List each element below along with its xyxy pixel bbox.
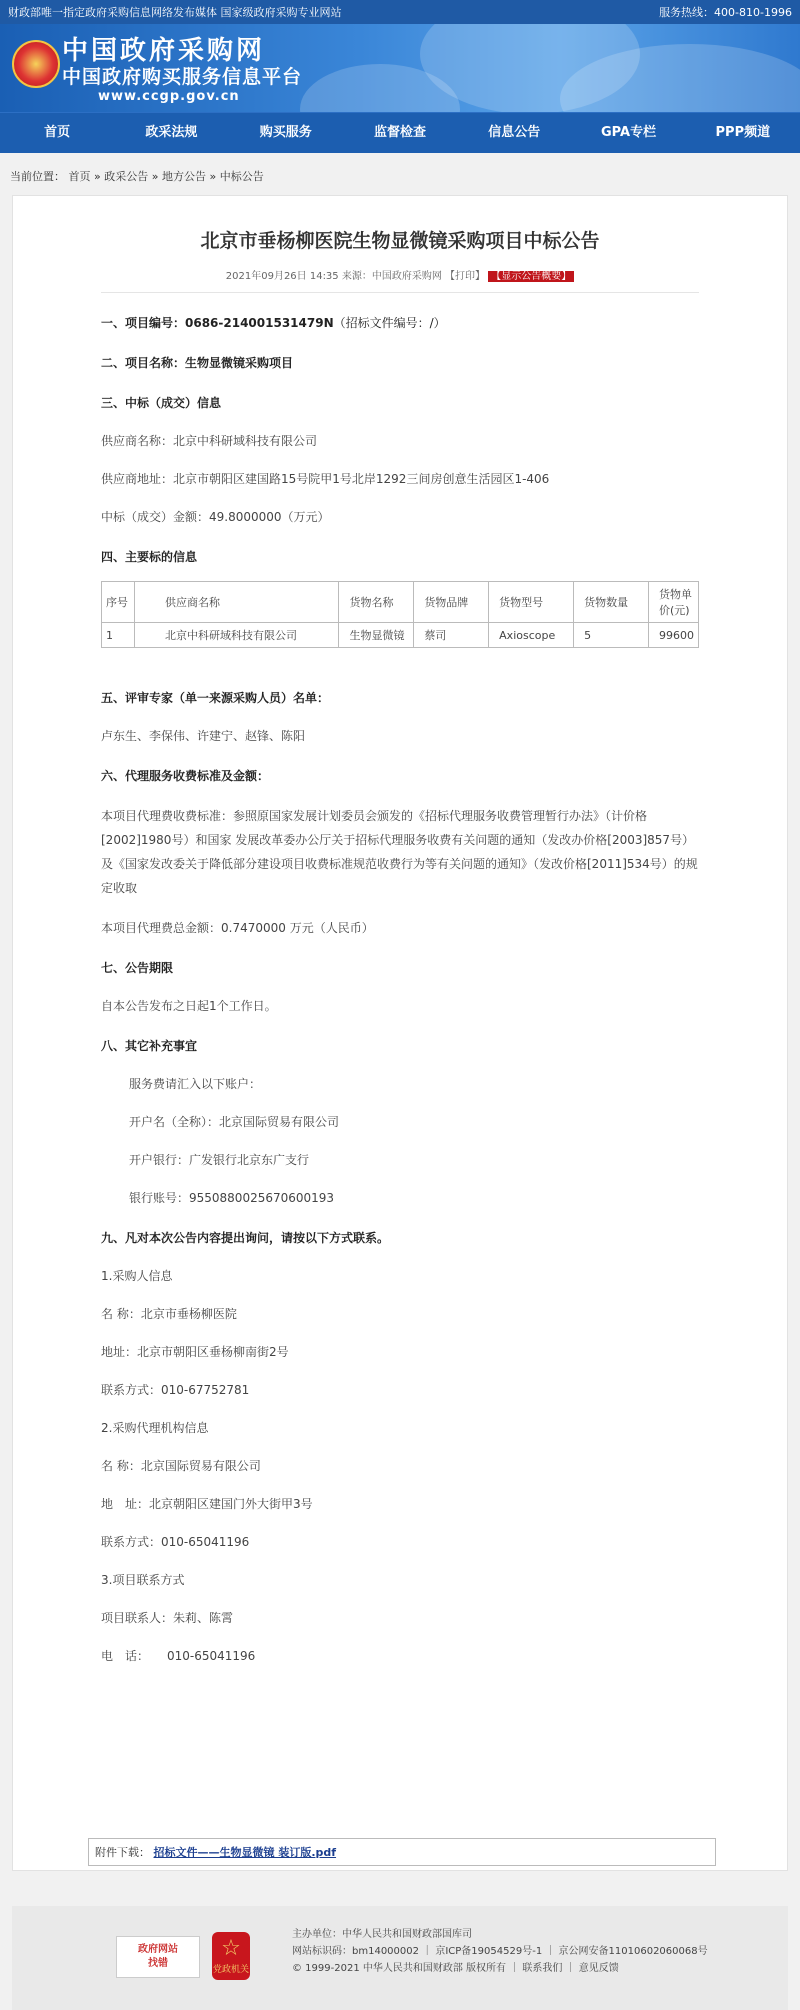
breadcrumb-sep: » bbox=[151, 170, 159, 183]
nav-gpa[interactable]: GPA专栏 bbox=[601, 125, 657, 140]
agency-phone: 联系方式：010-65041196 bbox=[101, 1535, 250, 1549]
items-table bbox=[101, 581, 699, 648]
section-experts: 五、评审专家（单一来源采购人员）名单： bbox=[101, 691, 330, 705]
purchaser-address: 地址：北京市朝阳区垂杨柳南街2号 bbox=[101, 1345, 289, 1359]
breadcrumb-home[interactable]: 首页 bbox=[68, 170, 91, 183]
logo-subtitle: 中国政府购买服务信息平台 bbox=[62, 66, 303, 88]
table-cell: Axioscope bbox=[489, 623, 574, 648]
purchaser-name: 名 称：北京市垂杨柳医院 bbox=[101, 1307, 237, 1321]
nav-home[interactable]: 首页 bbox=[44, 125, 71, 140]
main-nav bbox=[0, 112, 800, 153]
table-cell: 99600 bbox=[649, 623, 699, 648]
party-gov-org-badge[interactable]: ☆ 党政机关 bbox=[212, 1932, 250, 1980]
national-emblem-icon bbox=[12, 40, 60, 88]
section-project-name: 二、项目名称：生物显微镜采购项目 bbox=[101, 356, 294, 370]
supplier-address: 供应商地址：北京市朝阳区建国路15号院甲1号北岸1292三间房创意生活园区1-406 bbox=[101, 472, 550, 486]
footer-ids: 网站标识码：bm14000002 ｜ 京ICP备19054529号-1 ｜ 京公网安备11010602060068号 bbox=[292, 1946, 708, 1957]
announcement-period: 自本公告发布之日起1个工作日。 bbox=[101, 999, 277, 1013]
table-cell: 北京中科研域科技有限公司 bbox=[134, 623, 339, 648]
site-footer bbox=[12, 1906, 788, 2010]
nav-announcements[interactable]: 信息公告 bbox=[488, 125, 541, 140]
breadcrumb-sep: » bbox=[209, 170, 217, 183]
table-header: 序号 bbox=[102, 582, 135, 623]
supplier-name: 供应商名称：北京中科研域科技有限公司 bbox=[101, 434, 318, 448]
attachment-file-link[interactable]: 招标文件——生物显微镜 装订版.pdf bbox=[153, 1846, 337, 1859]
fee-total: 本项目代理费总金额：0.7470000 万元（人民币） bbox=[101, 921, 374, 935]
account-intro: 服务费请汇入以下账户： bbox=[129, 1077, 262, 1091]
table-cell: 5 bbox=[574, 623, 649, 648]
table-row bbox=[102, 623, 699, 648]
breadcrumb-sep: » bbox=[94, 170, 101, 183]
section-period: 七、公告期限 bbox=[101, 961, 174, 975]
top-bar bbox=[0, 0, 800, 24]
header-banner bbox=[0, 24, 800, 112]
table-header: 货物品牌 bbox=[414, 582, 489, 623]
account-bank: 开户银行：广发银行北京东广支行 bbox=[129, 1153, 310, 1167]
award-amount: 中标（成交）金额：49.8000000（万元） bbox=[101, 510, 330, 524]
table-header: 供应商名称 bbox=[134, 582, 339, 623]
table-header: 货物数量 bbox=[574, 582, 649, 623]
breadcrumb-prefix: 当前位置： bbox=[10, 170, 65, 183]
account-name: 开户名（全称）：北京国际贸易有限公司 bbox=[129, 1115, 340, 1129]
agency-name: 名 称：北京国际贸易有限公司 bbox=[101, 1459, 261, 1473]
top-bar-slogan: 财政部唯一指定政府采购信息网络发布媒体 国家级政府采购专业网站 bbox=[8, 6, 342, 19]
logo-title: 中国政府采购网 bbox=[62, 36, 266, 66]
table-cell: 蔡司 bbox=[414, 623, 489, 648]
agency-address: 地 址：北京朝阳区建国门外大街甲3号 bbox=[101, 1497, 313, 1511]
footer-copyright: © 1999-2021 中华人民共和国财政部 版权所有 ｜ 联系我们 ｜ 意见反馈 bbox=[292, 1963, 619, 1974]
show-summary-button[interactable]: 【显示公告概要】 bbox=[488, 271, 574, 282]
service-hotline: 服务热线：400-810-1996 bbox=[659, 6, 792, 19]
table-header: 货物单价(元) bbox=[649, 582, 699, 623]
table-cell: 1 bbox=[102, 623, 135, 648]
page-title: 北京市垂杨柳医院生物显微镜采购项目中标公告 bbox=[200, 230, 600, 252]
section-award-info: 三、中标（成交）信息 bbox=[101, 396, 222, 410]
attachment-box bbox=[88, 1838, 716, 1866]
breadcrumb-announcements[interactable]: 政采公告 bbox=[104, 170, 149, 183]
table-header: 货物型号 bbox=[489, 582, 574, 623]
logo-url: www.ccgp.gov.cn bbox=[98, 89, 240, 104]
project-contact-person: 项目联系人：朱莉、陈霄 bbox=[101, 1611, 234, 1625]
nav-supervision[interactable]: 监督检查 bbox=[373, 125, 426, 140]
breadcrumb-award[interactable]: 中标公告 bbox=[219, 170, 264, 183]
table-header: 货物名称 bbox=[339, 582, 414, 623]
nav-purchase-services[interactable]: 购买服务 bbox=[259, 125, 312, 140]
project-contact-heading: 3.项目联系方式 bbox=[101, 1573, 185, 1587]
footer-info bbox=[292, 1926, 708, 1977]
article-body bbox=[101, 313, 699, 1666]
project-contact-phone: 电 话： 010-65041196 bbox=[101, 1649, 256, 1663]
article-container bbox=[12, 195, 788, 1871]
site-logo[interactable] bbox=[62, 36, 302, 106]
nav-ppp[interactable]: PPP频道 bbox=[715, 125, 771, 140]
section-project-number: 一、项目编号：0686-214001531479N（招标文件编号：/） bbox=[101, 316, 446, 330]
agency-heading: 2.采购代理机构信息 bbox=[101, 1421, 209, 1435]
purchaser-heading: 1.采购人信息 bbox=[101, 1269, 173, 1283]
attachment-label: 附件下载： bbox=[95, 1846, 150, 1859]
section-supplementary: 八、其它补充事宜 bbox=[101, 1039, 198, 1053]
account-number: 银行账号：9550880025670600193 bbox=[129, 1191, 335, 1205]
gov-site-error-report-badge[interactable]: 政府网站 找错 bbox=[116, 1936, 200, 1978]
nav-regulations[interactable]: 政采法规 bbox=[145, 125, 198, 140]
table-header-row bbox=[102, 582, 699, 623]
article-source: 来源：中国政府采购网 bbox=[341, 271, 442, 282]
section-contact: 九、凡对本次公告内容提出询问，请按以下方式联系。 bbox=[101, 1231, 390, 1245]
print-link[interactable]: 【打印】 bbox=[445, 271, 486, 282]
footer-host: 主办单位：中华人民共和国财政部国库司 bbox=[292, 1929, 472, 1940]
purchaser-phone: 联系方式：010-67752781 bbox=[101, 1383, 250, 1397]
fee-standard: 本项目代理费收费标准：参照原国家发展计划委员会颁发的《招标代理服务收费管理暂行办法》（计价格[2002]1980号）和国家 发展改革委办公厅关于招标代理服务收费有关问题的通知（发改办价格[2003]857号）及《国家发改委关于降低部分建设项目收费标准规范收费行为等有关问题的通知》（发改价格[2011]534号）的规定收取 bbox=[101, 809, 698, 895]
star-icon: ☆ bbox=[221, 1936, 241, 1961]
breadcrumb-local[interactable]: 地方公告 bbox=[161, 170, 206, 183]
experts-list: 卢东生、李保伟、许建宁、赵锋、陈阳 bbox=[101, 729, 306, 743]
article-meta bbox=[101, 267, 699, 293]
section-fees: 六、代理服务收费标准及金额： bbox=[101, 769, 270, 783]
table-cell: 生物显微镜 bbox=[339, 623, 414, 648]
breadcrumb bbox=[0, 159, 800, 195]
publish-date: 2021年09月26日 14:35 bbox=[225, 271, 339, 282]
section-main-items: 四、主要标的信息 bbox=[101, 550, 198, 564]
